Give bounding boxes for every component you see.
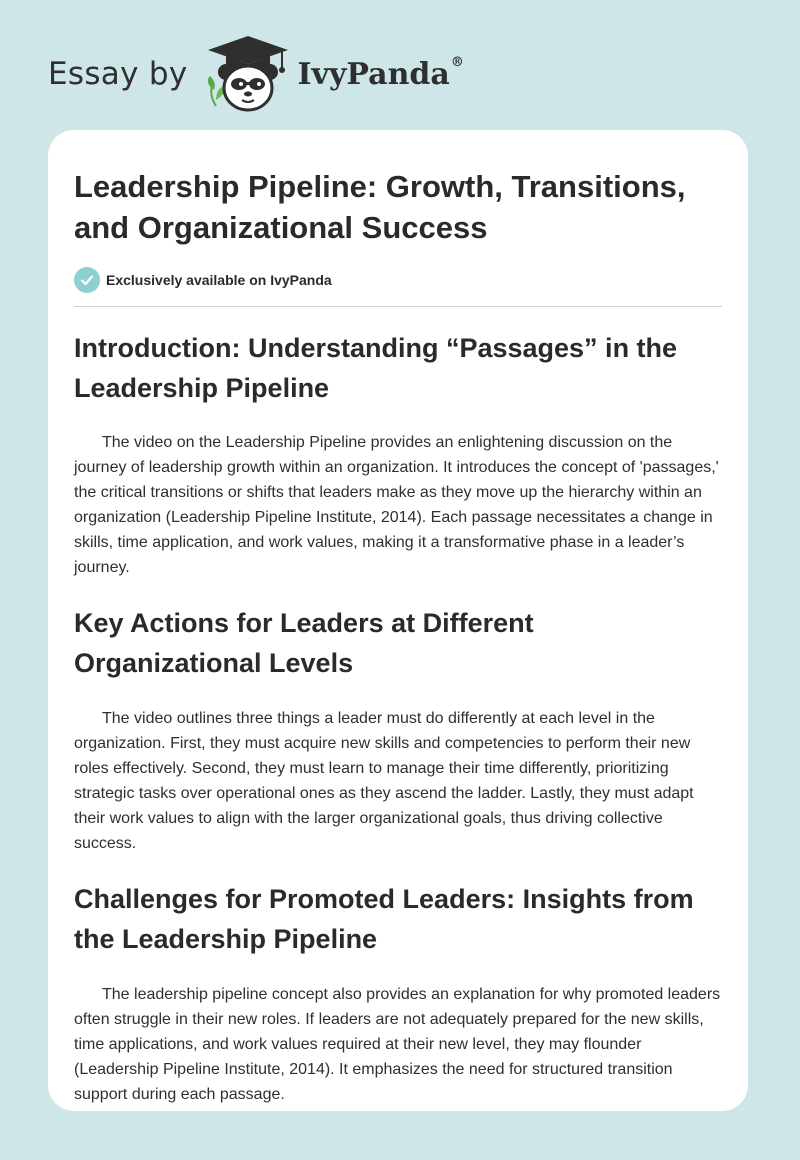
- brand-name[interactable]: IvyPanda®: [297, 54, 464, 92]
- section-heading: Introduction: Understanding “Passages” in the Leadership Pipeline: [74, 333, 678, 403]
- section-heading: Key Actions for Leaders at Different Organizational Levels: [74, 608, 534, 678]
- panda-graduate-icon[interactable]: [204, 34, 292, 114]
- exclusive-badge-label: Exclusively available on IvyPanda: [106, 272, 332, 288]
- section-challenges: [74, 879, 722, 1107]
- section-paragraph: The video on the Leadership Pipeline provides an enlightening discussion on the journey of leadership growth within an organization. It introduces the concept of 'passages,' the critical transitions or shifts that leaders make as they move up the hierarchy within an organization (Leadership Pipeline Institute, 2014). Each passage necessitates a change in skills, time application, and work values, making it a transformative phase in a leader’s journey.: [74, 434, 719, 576]
- trademark-symbol: ®: [450, 54, 464, 70]
- essay-by-label: Essay by: [48, 56, 188, 92]
- check-circle-icon: [74, 267, 100, 293]
- essay-card: [48, 130, 748, 1111]
- section-paragraph: The video outlines three things a leader must do differently at each level in the organization. First, they must acquire new skills and competencies to perform their new roles effectively. Second, they must learn to manage their time differently, prioritizing strategic tasks over operational ones as they ascend the ladder. Lastly, they must adapt their work values to align with the larger organizational goals, thus driving collective success.: [74, 710, 694, 852]
- exclusive-badge: [74, 266, 722, 294]
- page-title: Leadership Pipeline: Growth, Transitions, and Organizational Success: [74, 169, 686, 245]
- section-introduction: [74, 328, 722, 580]
- section-heading: Challenges for Promoted Leaders: Insights from the Leadership Pipeline: [74, 884, 694, 954]
- title-divider: [74, 306, 722, 307]
- site-header: [48, 34, 464, 114]
- section-paragraph: The leadership pipeline concept also provides an explanation for why promoted leaders often struggle in their new roles. If leaders are not adequately prepared for the new skills, time applications, and work values required at their new level, they may flounder (Leadership Pipeline Institute, 2014). It emphasizes the need for structured transition support during each passage.: [74, 986, 721, 1103]
- section-key-actions: [74, 603, 722, 856]
